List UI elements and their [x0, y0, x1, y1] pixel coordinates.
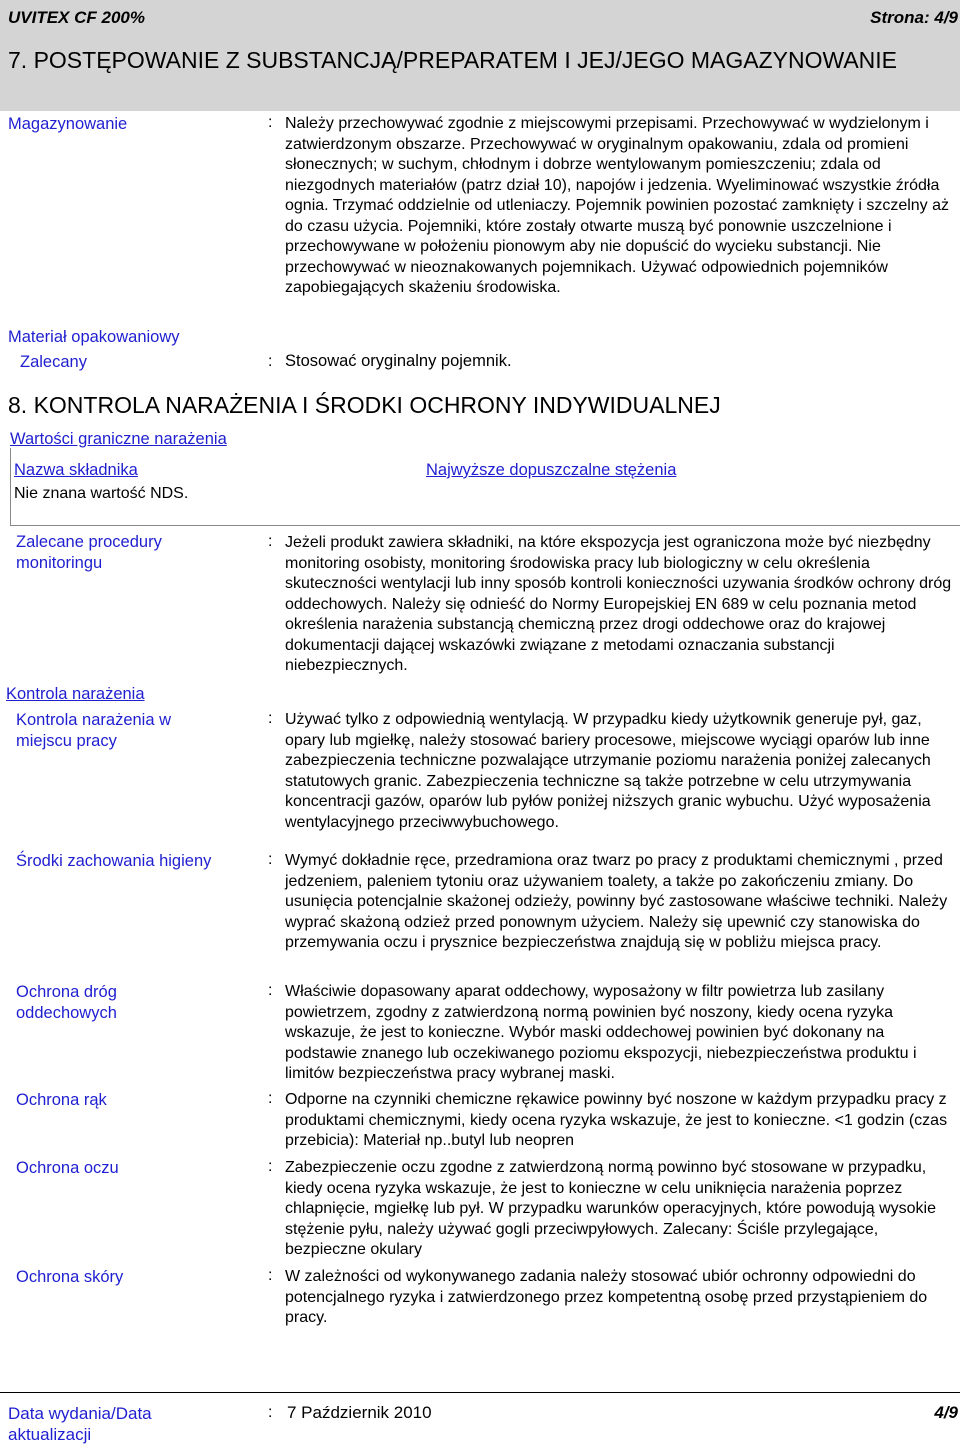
monitoring-label: Zalecane procedury monitoringu — [16, 533, 162, 572]
footer-divider — [0, 1392, 960, 1393]
workplace-colon: : — [268, 710, 273, 727]
storage-label: Magazynowanie — [8, 115, 128, 133]
respiratory-label: Ochrona dróg oddechowych — [16, 983, 117, 1022]
eyes-text: Zabezpieczenie oczu zgodne z zatwierdzoną normą powinno być stosowane w przypadku, kiedy ocena ryzyka wskazuje, że jest to konieczne w celu uniknięcia narażenia poprzez chlapnięcie, mgiełkę lub pył. W przypadku warunków operacyjnych, które powodują wysokie stężenie pyłu, należy używać gogli przeciwpyłowych. Zalecany: Ściśle przylegające, bezpieczne okulary — [285, 1159, 936, 1258]
skin-colon: : — [268, 1267, 273, 1284]
respiratory-text: Właściwie dopasowany aparat oddechowy, wyposażony w filtr powietrza lub zasilany powietrzem, zgodny z zatwierdzoną normą powinien być noszony, kiedy ocena ryzyka wskazuje, że jest to konieczne. Wybór maski oddechowej powinien być dokonany na podstawie znanego lub oczekiwanego poziomu ekspozycji, niebezpieczeństwa produktu i limitów bezpieczeństwa pracy wybranej maski. — [285, 983, 917, 1082]
product-name: UVITEX CF 200% — [8, 8, 145, 27]
footer-colon: : — [268, 1404, 273, 1421]
recommended-label: Zalecany — [20, 353, 87, 371]
eyes-label: Ochrona oczu — [16, 1159, 119, 1177]
workplace-label: Kontrola narażenia w miejscu pracy — [16, 711, 172, 750]
footer-date-value: 7 Październik 2010 — [287, 1403, 432, 1422]
monitoring-text: Jeżeli produkt zawiera składniki, na które ekspozycja jest ograniczona może być niezbędny monitoring osobisty, monitoring środowiska pracy lub biologiczny w celu określenia skuteczności wentylacji lub inny sposób kontroli konieczności uzywania środków ochrony dróg oddechowych. Należy się odnieść do Normy Europejskiej EN 689 w celu poznania metod określenia narażenia substancją chemiczną przez drogi oddechowe oraz do krajowej dokumentacji dającej wskazówki związane z metodami oznaczania substancji niebezpiecznych. — [285, 534, 952, 674]
no-value-text: Nie znana wartość NDS. — [14, 485, 189, 502]
exposure-control-label: Kontrola narażenia — [6, 685, 145, 703]
exposure-limits-label: Wartości graniczne narażenia — [10, 430, 227, 448]
storage-colon: : — [268, 114, 273, 131]
section-8-title: 8. KONTROLA NARAŻENIA I ŚRODKI OCHRONY INDYWIDUALNEJ — [8, 392, 721, 418]
footer-page: 4/9 — [934, 1403, 958, 1422]
skin-text: W zależności od wykonywanego zadania należy stosować ubiór ochronny odpowiedni do potencjalnego ryzyka i zatwierdzonego przez kompetentną osobę przed przystąpieniem do pracy. — [285, 1268, 928, 1326]
skin-label: Ochrona skóry — [16, 1268, 124, 1286]
section-7-title: 7. POSTĘPOWANIE Z SUBSTANCJĄ/PREPARATEM I JEJ/JEGO MAGAZYNOWANIE — [8, 47, 898, 73]
respiratory-colon: : — [268, 982, 273, 999]
recommended-text: Stosować oryginalny pojemnik. — [285, 352, 512, 370]
hygiene-label: Środki zachowania higieny — [16, 852, 212, 870]
footer-date-label: Data wydania/Data aktualizacji — [8, 1404, 152, 1444]
workplace-text: Używać tylko z odpowiednią wentylacją. W przypadku kiedy użytkownik generuje pył, gaz, opary lub mgiełkę, należy stosować bariery procesowe, miejscowe wyciągi oparów lub inne zabezpieczenia techniczne pozwalające utrzymanie poziomu narażenia poniżej zalecanych statutowych granic. Zabezpieczenia techniczne są także potrzebne w celu utrzymywania koncentracji gazów, oparów lub pyłów poniżej niższych granic wybuchu. Użyć wyposażenia wentylacyjnego przeciwwybuchowego. — [285, 711, 931, 831]
hands-label: Ochrona rąk — [16, 1091, 107, 1109]
storage-text: Należy przechowywać zgodnie z miejscowymi przepisami. Przechowywać w wydzielonym i zatwierdzonym obszarze. Przechowywać w oryginalnym opakowaniu, zdala od promieni słonecznych; w suchym, chłodnym i dobrze wentylowanym pomieszczeniu; zdala od niezgodnych materiałów (patrz dział 10), napojów i jedzenia. Wyeliminować wszystkie źródła ognia. Trzymać oddzielnie od utleniaczy. Pojemnik powinien pozostać zamknięty i szczelny aż do czasu użycia. Pojemniki, które zostały otwarte muszą być ponownie uszczelnione i przechowywane w położeniu pionowym aby nie dopuścić do wycieku substancji. Nie przechowywać w nieoznakowanych pojemnikach. Używać odpowiednich pojemników zapobiegających skażeniu środowiska. — [285, 115, 950, 296]
page-indicator: Strona: 4/9 — [870, 8, 958, 27]
col-component-header: Nazwa składnika — [14, 461, 138, 479]
col-limit-header: Najwyższe dopuszczalne stężenia — [426, 461, 677, 479]
monitoring-colon: : — [268, 533, 273, 550]
hands-colon: : — [268, 1090, 273, 1107]
hygiene-text: Wymyć dokładnie ręce, przedramiona oraz twarz po pracy z produktami chemicznymi , przed jedzeniem, paleniem tytoniu oraz używaniem toalety, a także po zakończeniu zmiany. Do usunięcia potencjalnie skażonej odzieży, powinny być zastosowane właściwe techniki. Należy wyprać skażoną odzież przed ponownym użyciem. Należy się upewnić czy stanowiska do przemywania oczu i prysznice bezpieczeństwa znajdują się w pobliżu miejsca pracy. — [285, 852, 948, 951]
hygiene-colon: : — [268, 851, 273, 868]
eyes-colon: : — [268, 1158, 273, 1175]
recommended-colon: : — [268, 353, 273, 370]
hands-text: Odporne na czynniki chemiczne rękawice powinny być noszone w każdym przypadku pracy z produktami chemicznymi, kiedy ocena ryzyka wskazuje, że jest to konieczne. <1 godzin (czas przebicia): Materiał np..butyl lub neopren — [285, 1091, 948, 1149]
packaging-label: Materiał opakowaniowy — [8, 328, 180, 346]
